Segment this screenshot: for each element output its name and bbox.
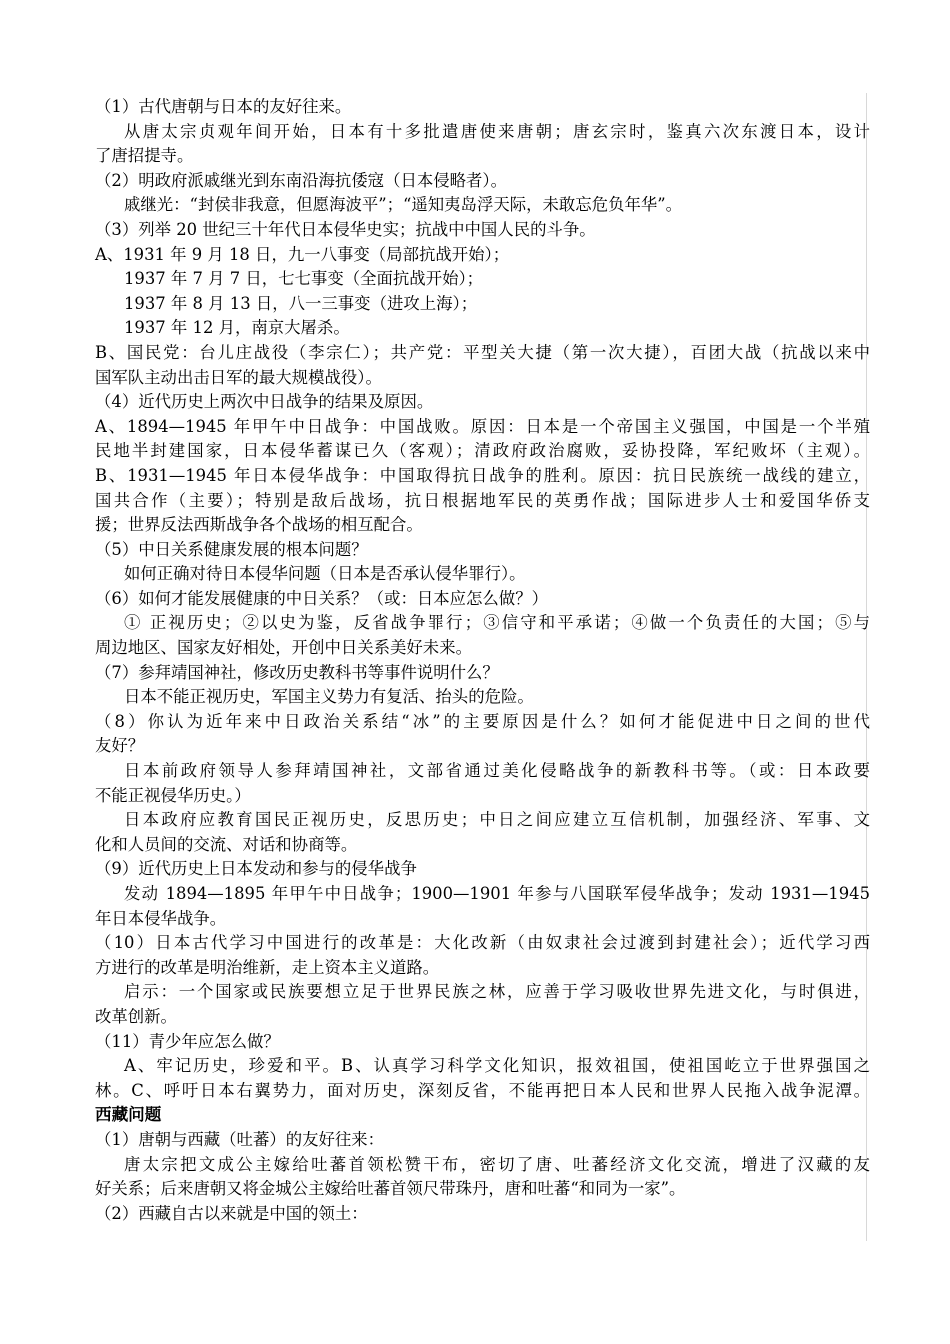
- text-line: （2）西藏自古以来就是中国的领土：: [95, 1203, 368, 1223]
- text-line: （1）唐朝与西藏（吐蕃）的友好往来：: [95, 1129, 385, 1149]
- text-line: 日本政府应教育国民正视历史，反思历史；中日之间应建立互信机制，加强经济、军事、文: [124, 810, 870, 830]
- text-line: 了唐招提寺。: [95, 146, 194, 166]
- text-line: （7）参拜靖国神社，修改历史教科书等事件说明什么？: [95, 662, 499, 682]
- text-line: 发动 1894—1895 年甲午中日战争；1900—1901 年参与八国联军侵华战争；发动 1931—1945: [124, 884, 870, 903]
- text-line: 国军队主动出击日军的最大规模战役）。: [95, 367, 382, 387]
- text-line: A、1894—1945 年甲午中日战争：中国战败。原因：日本是一个帝国主义强国，中国是一个半殖: [95, 416, 870, 436]
- text-line: （11）青少年应怎么做？: [95, 1031, 280, 1051]
- text-line: （4）近代历史上两次中日战争的结果及原因。: [95, 392, 434, 412]
- text-line: 国共合作（主要）；特别是敌后战场，抗日根据地军民的英勇作战；国际进步人士和爱国华侨支: [95, 490, 870, 510]
- text-line: 友好？: [95, 736, 145, 756]
- text-line: A、1931 年 9 月 18 日，九一八事变（局部抗战开始）；: [95, 244, 510, 264]
- section-heading: 西藏问题: [95, 1105, 162, 1125]
- text-line: （3）列举 20 世纪三十年代日本侵华史实；抗战中中国人民的斗争。: [95, 219, 596, 239]
- text-line: （10）日本古代学习中国进行的改革是：大化改新（由奴隶社会过渡到封建社会）；近代学习西: [95, 933, 870, 953]
- text-line: 1937 年 7 月 7 日，七七事变（全面抗战开始）；: [124, 269, 484, 289]
- text-line: 不能正视侵华历史。）: [95, 785, 251, 805]
- text-line: 从唐太宗贞观年间开始，日本有十多批遣唐使来唐朝；唐玄宗时，鉴真六次东渡日本，设计: [124, 121, 870, 141]
- text-line: （6）如何才能发展健康的中日关系？（或：日本应怎么做？）: [95, 588, 548, 608]
- text-line: 唐太宗把文成公主嫁给吐蕃首领松赞干布，密切了唐、吐蕃经济文化交流，增进了汉藏的友: [124, 1154, 870, 1174]
- text-line: （2）明政府派戚继光到东南沿海抗倭寇（日本侵略者）。: [95, 170, 507, 190]
- text-line: 启示：一个国家或民族要想立足于世界民族之林，应善于学习吸收世界先进文化，与时俱进，: [124, 982, 870, 1002]
- text-line: 援；世界反法西斯战争各个战场的相互配合。: [95, 515, 423, 535]
- text-line: 年日本侵华战争。: [95, 908, 227, 928]
- text-line: 1937 年 8 月 13 日，八一三事变（进攻上海）；: [124, 293, 478, 313]
- text-line: 化和人员间的交流、对话和协商等。: [95, 834, 358, 854]
- text-line: 如何正确对待日本侵华问题（日本是否承认侵华罪行）。: [124, 564, 526, 584]
- text-line: 民地半封建国家，日本侵华蓄谋已久（客观）；清政府政治腐败，妥协投降，军纪败坏（主观）。: [95, 441, 870, 461]
- text-line: （9）近代历史上日本发动和参与的侵华战争: [95, 859, 417, 879]
- text-line: （1）古代唐朝与日本的友好往来。: [95, 97, 352, 116]
- text-line: ① 正视历史；②以史为鉴，反省战争罪行；③信守和平承诺；④做一个负责任的大国；⑤与: [124, 613, 870, 633]
- document-body: [95, 95, 870, 1226]
- text-line: 改革创新。: [95, 1006, 177, 1026]
- text-line: 方进行的改革是明治维新，走上资本主义道路。: [95, 957, 440, 977]
- text-line: （8）你认为近年来中日政治关系结“冰”的主要原因是什么？如何才能促进中日之间的世代: [95, 711, 870, 731]
- text-line: 林。C、呼吁日本右翼势力，面对历史，深刻反省，不能再把日本人民和世界人民拖入战争泥潭。: [95, 1080, 870, 1100]
- text-line: 1937 年 12 月，南京大屠杀。: [124, 318, 350, 338]
- text-line: B、1931—1945 年日本侵华战争：中国取得抗日战争的胜利。原因：抗日民族统一战线的建立，: [95, 465, 870, 485]
- text-line: 日本不能正视历史，军国主义势力有复活、抬头的危险。: [124, 687, 534, 707]
- text-line: 戚继光：“封侯非我意，但愿海波平”；“遥知夷岛浮天际，未敢忘危负年华”。: [124, 195, 683, 215]
- text-line: 日本前政府领导人参拜靖国神社，文部省通过美化侵略战争的新教科书等。（或：日本政要: [124, 761, 870, 781]
- text-line: （5）中日关系健康发展的根本问题？: [95, 539, 368, 559]
- text-line: 周边地区、国家友好相处，开创中日关系美好未来。: [95, 638, 472, 658]
- text-line: B、国民党：台儿庄战役（李宗仁）；共产党：平型关大捷（第一次大捷），百团大战（抗战以来中: [95, 342, 870, 362]
- text-line: A、牢记历史，珍爱和平。B、认真学习科学文化知识，报效祖国，使祖国屹立于世界强国之: [124, 1056, 870, 1076]
- text-line: 好关系；后来唐朝又将金城公主嫁给吐蕃首领尺带珠丹，唐和吐蕃“和同为一家”。: [95, 1179, 686, 1199]
